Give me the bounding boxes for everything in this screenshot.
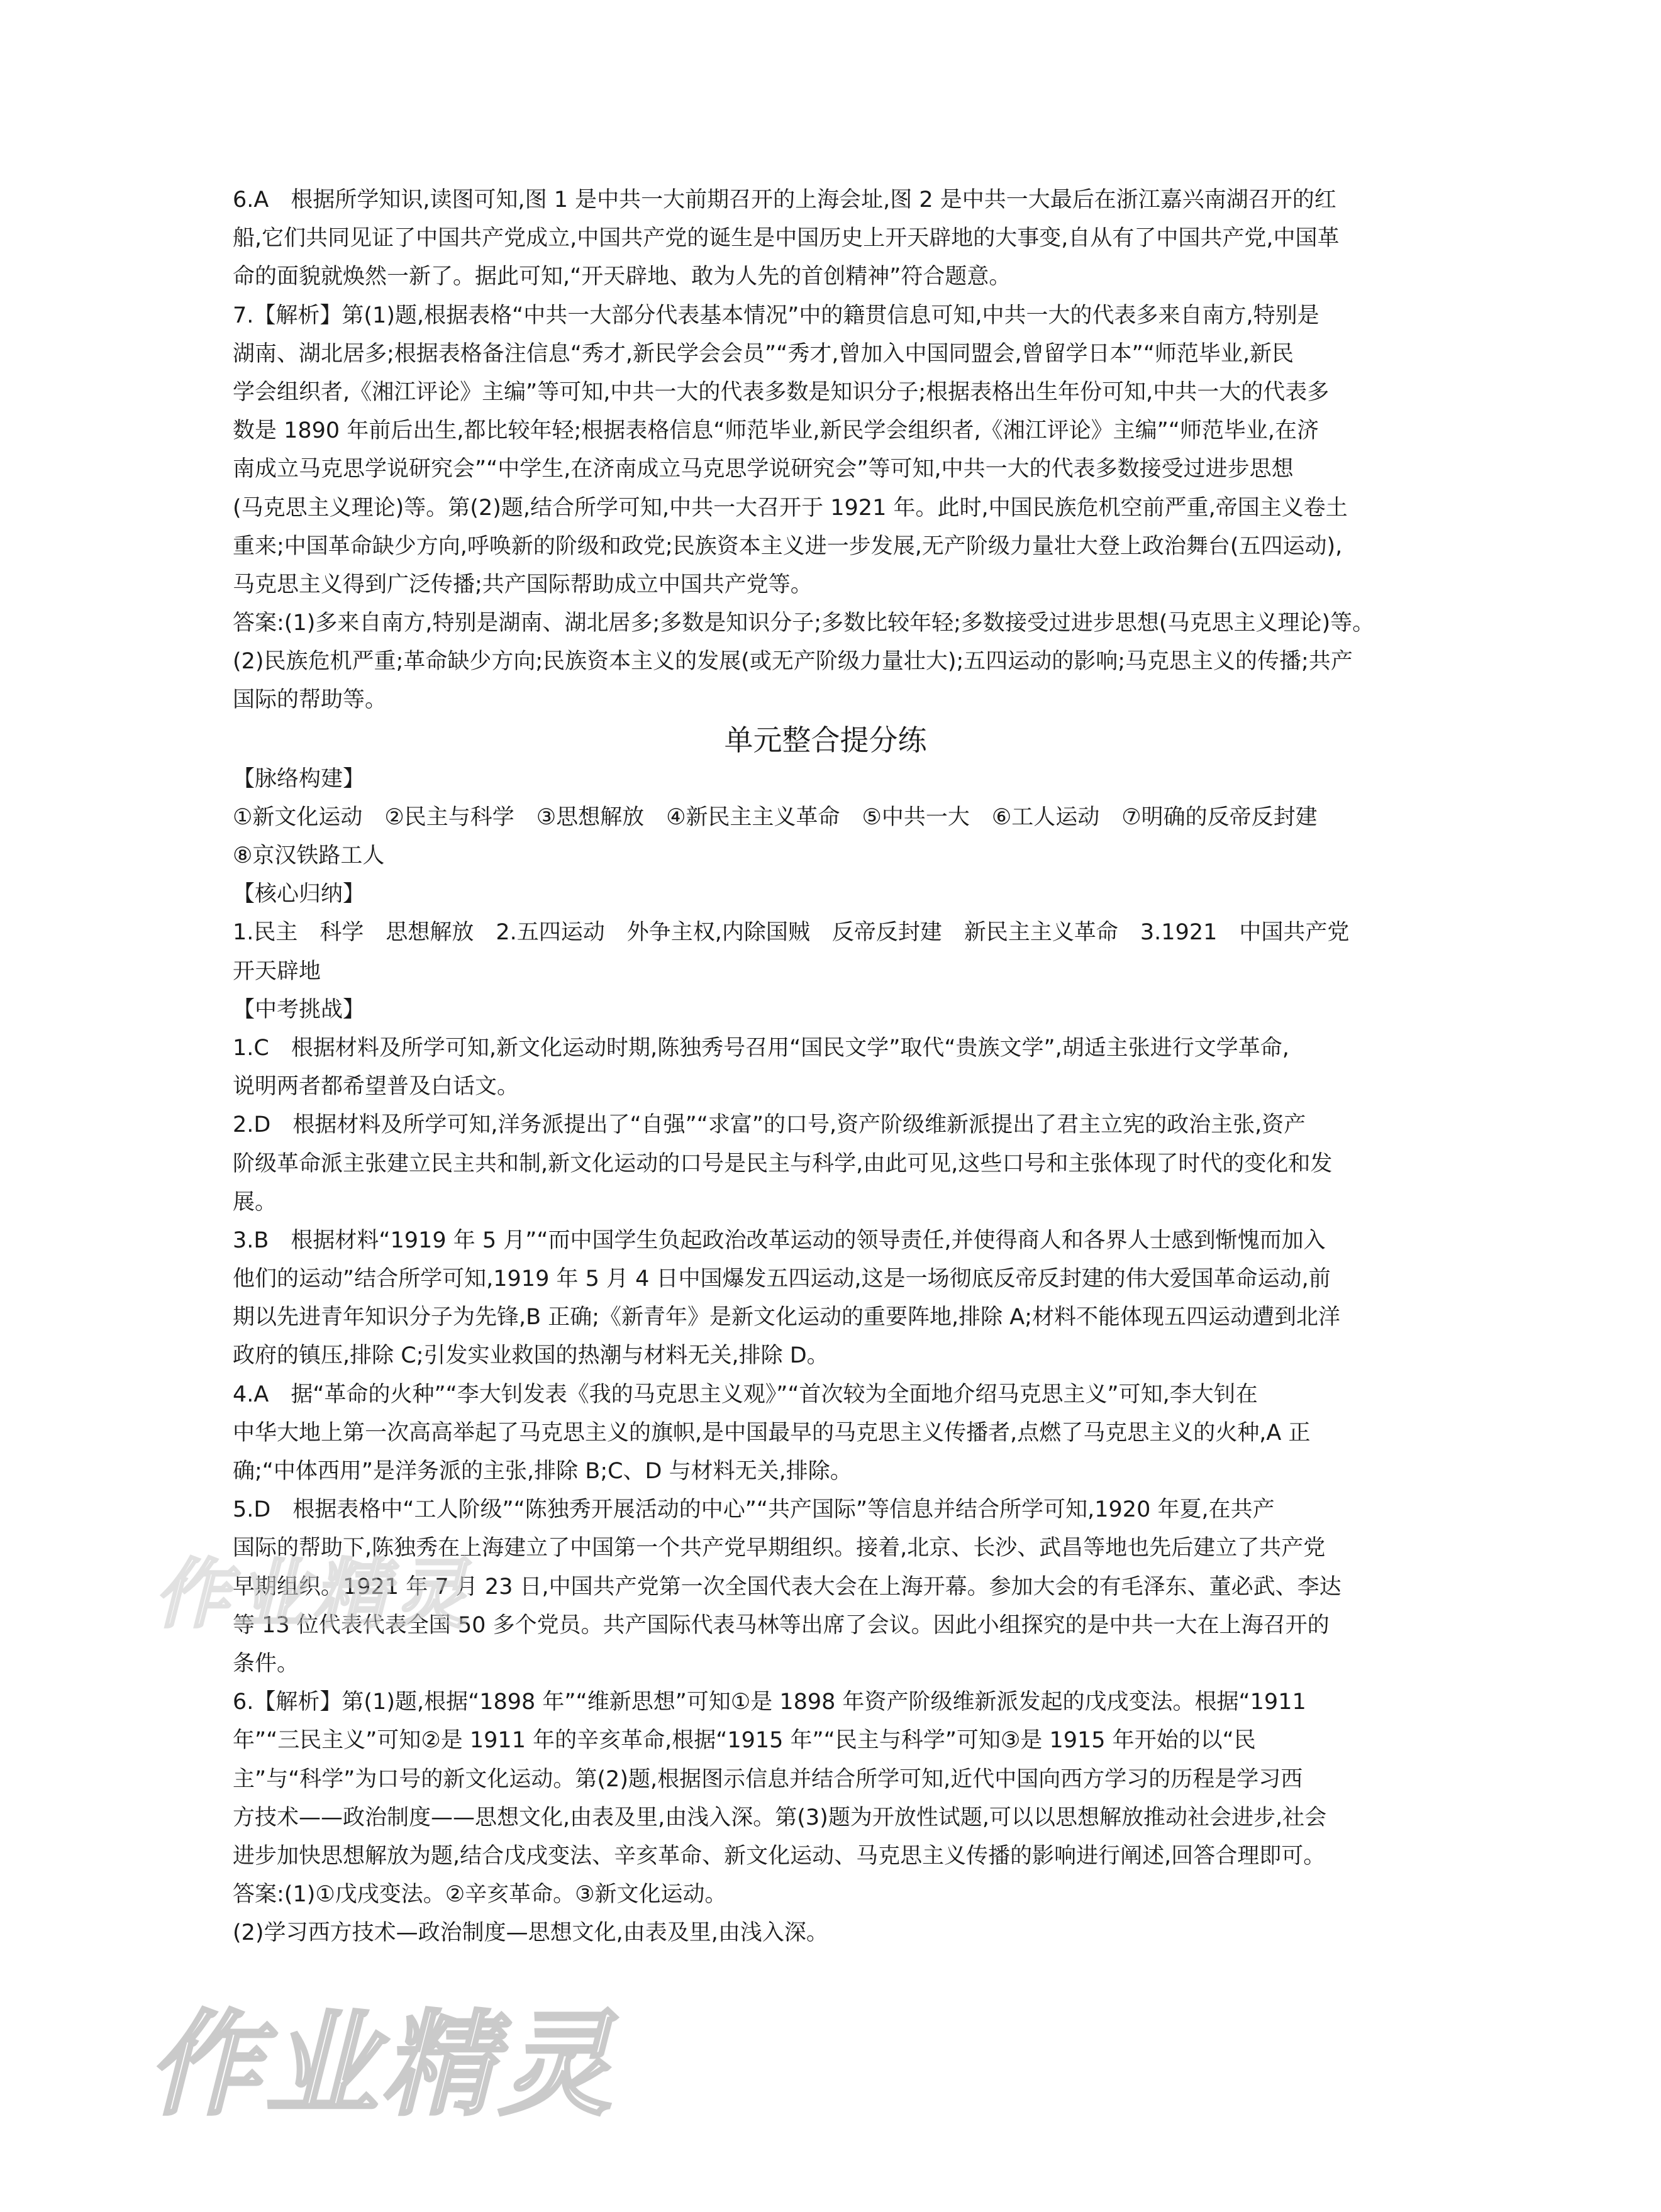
text-line: ①新文化运动 ②民主与科学 ③思想解放 ④新民主主义革命 ⑤中共一大 ⑥工人运动 ⑦明确的反帝反封建: [233, 804, 1318, 830]
text-line: 国际的帮助下,陈独秀在上海建立了中国第一个共产党早期组织。接着,北京、长沙、武昌等地也先后建立了共产党: [233, 1535, 1326, 1561]
text-line: (马克思主义理论)等。第(2)题,结合所学可知,中共一大召开于 1921 年。此时,中国民族危机空前严重,帝国主义卷土: [233, 495, 1348, 521]
text-line: 2.D 根据材料及所学可知,洋务派提出了“自强”“求富”的口号,资产阶级维新派提出了君主立宪的政治主张,资产: [233, 1112, 1306, 1138]
text-line: 6.A 根据所学知识,读图可知,图 1 是中共一大前期召开的上海会址,图 2 是中共一大最后在浙江嘉兴南湖召开的红: [233, 187, 1336, 213]
text-line: 说明两者都希望普及白话文。: [233, 1074, 519, 1100]
text-line: 展。: [233, 1189, 277, 1215]
text-line: 政府的镇压,排除 C;引发实业救国的热潮与材料无关,排除 D。: [233, 1343, 829, 1369]
text-line: 命的面貌就焕然一新了。据此可知,“开天辟地、敢为人先的首创精神”符合题意。: [233, 264, 1011, 290]
text-line: 【脉络构建】: [233, 766, 365, 792]
text-line: 方技术——政治制度——思想文化,由表及里,由浅入深。第(3)题为开放性试题,可以以思想解放推动社会进步,社会: [233, 1805, 1327, 1830]
text-line: 早期组织。1921 年 7 月 23 日,中国共产党第一次全国代表大会在上海开幕。参加大会的有毛泽东、董必武、李达: [233, 1574, 1342, 1600]
text-line: 国际的帮助等。: [233, 687, 387, 713]
text-line: ⑧京汉铁路工人: [233, 843, 385, 868]
text-line: 开天辟地: [233, 958, 321, 984]
text-line: 【核心归纳】: [233, 882, 365, 907]
text-line: (2)民族危机严重;革命缺少方向;民族资本主义的发展(或无产阶级力量壮大);五四运动的影响;马克思主义的传播;共产: [233, 649, 1353, 675]
text-line: 数是 1890 年前后出生,都比较年轻;根据表格信息“师范毕业,新民学会组织者,《湘江评论》主编”“师范毕业,在济: [233, 418, 1319, 444]
text-line: 湖南、湖北居多;根据表格备注信息“秀才,新民学会会员”“秀才,曾加入中国同盟会,曾留学日本”“师范毕业,新民: [233, 341, 1294, 367]
text-line: 1.C 根据材料及所学可知,新文化运动时期,陈独秀号召用“国民文学”取代“贵族文学”,胡适主张进行文学革命,: [233, 1035, 1289, 1061]
text-line: 学会组织者,《湘江评论》主编”等可知,中共一大的代表多数是知识分子;根据表格出生年份可知,中共一大的代表多: [233, 379, 1330, 405]
watermark-logo: 作业精灵: [154, 1551, 471, 1639]
text-line: 南成立马克思学说研究会”“中学生,在济南成立马克思学说研究会”等可知,中共一大的代表多数接受过进步思想: [233, 456, 1294, 482]
text-line: 答案:(1)多来自南方,特别是湖南、湖北居多;多数是知识分子;多数比较年轻;多数接受过进步思想(马克思主义理论)等。: [233, 611, 1375, 636]
text-line: 主”与“科学”为口号的新文化运动。第(2)题,根据图示信息并结合所学可知,近代中国向西方学习的历程是学习西: [233, 1766, 1303, 1792]
text-line: 1.民主 科学 思想解放 2.五四运动 外争主权,内除国贼 反帝反封建 新民主主义革命 3.1921 中国共产党: [233, 920, 1350, 946]
text-line: 期以先进青年知识分子为先锋,B 正确;《新青年》是新文化运动的重要阵地,排除 A;材料不能体现五四运动遭到北洋: [233, 1305, 1341, 1330]
text-line: 年”“三民主义”可知②是 1911 年的辛亥革命,根据“1915 年”“民主与科学”可知③是 1915 年开始的以“民: [233, 1728, 1256, 1754]
text-line: 5.D 根据表格中“工人阶级”“陈独秀开展活动的中心”“共产国际”等信息并结合所学可知,1920 年夏,在共产: [233, 1497, 1275, 1523]
text-line: 等 13 位代表代表全国 50 多个党员。共产国际代表马林等出席了会议。因此小组探究的是中共一大在上海召开的: [233, 1612, 1330, 1638]
unit-review-answers: [233, 760, 1418, 1953]
text-line: 4.A 据“革命的火种”“李大钊发表《我的马克思主义观》”“首次较为全面地介绍马克思主义”可知,李大钊在: [233, 1381, 1258, 1407]
text-line: 他们的运动”结合所学可知,1919 年 5 月 4 日中国爆发五四运动,这是一场彻底反帝反封建的伟大爱国革命运动,前: [233, 1266, 1331, 1292]
answer-block-6-7: [233, 181, 1418, 720]
text-line: 7.【解析】第(1)题,根据表格“中共一大部分代表基本情况”中的籍贯信息可知,中共一大的代表多来自南方,特别是: [233, 302, 1319, 328]
text-line: 确;“中体西用”是洋务派的主张,排除 B;C、D 与材料无关,排除。: [233, 1459, 852, 1484]
text-line: 进步加快思想解放为题,结合戊戌变法、辛亥革命、新文化运动、马克思主义传播的影响进行阐述,回答合理即可。: [233, 1843, 1326, 1869]
text-line: 【中考挑战】: [233, 997, 365, 1022]
text-line: 6.【解析】第(1)题,根据“1898 年”“维新思想”可知①是 1898 年资产阶级维新派发起的戊戌变法。根据“1911: [233, 1689, 1306, 1715]
text-line: 船,它们共同见证了中国共产党成立,中国共产党的诞生是中国历史上开天辟地的大事变,自从有了中国共产党,中国革: [233, 226, 1340, 252]
text-line: 3.B 根据材料“1919 年 5 月”“而中国学生负起政治改革运动的领导责任,并使得商人和各界人士感到惭愧而加入: [233, 1227, 1326, 1253]
text-line: 重来;中国革命缺少方向,呼唤新的阶级和政党;民族资本主义进一步发展,无产阶级力量壮大登上政治舞台(五四运动),: [233, 533, 1343, 559]
text-line: 中华大地上第一次高高举起了马克思主义的旗帜,是中国最早的马克思主义传播者,点燃了马克思主义的火种,A 正: [233, 1420, 1311, 1446]
text-line: 答案:(1)①戊戌变法。②辛亥革命。③新文化运动。: [233, 1882, 727, 1908]
text-line: 阶级革命派主张建立民主共和制,新文化运动的口号是民主与科学,由此可见,这些口号和主张体现了时代的变化和发: [233, 1151, 1333, 1176]
section-title: 单元整合提分练: [724, 722, 927, 757]
text-line: 条件。: [233, 1651, 299, 1676]
document-body: [233, 181, 1418, 1952]
text-line: (2)学习西方技术—政治制度—思想文化,由表及里,由浅入深。: [233, 1920, 828, 1946]
watermark-logo: 作业精灵: [148, 1999, 616, 2131]
text-line: 马克思主义得到广泛传播;共产国际帮助成立中国共产党等。: [233, 572, 813, 597]
